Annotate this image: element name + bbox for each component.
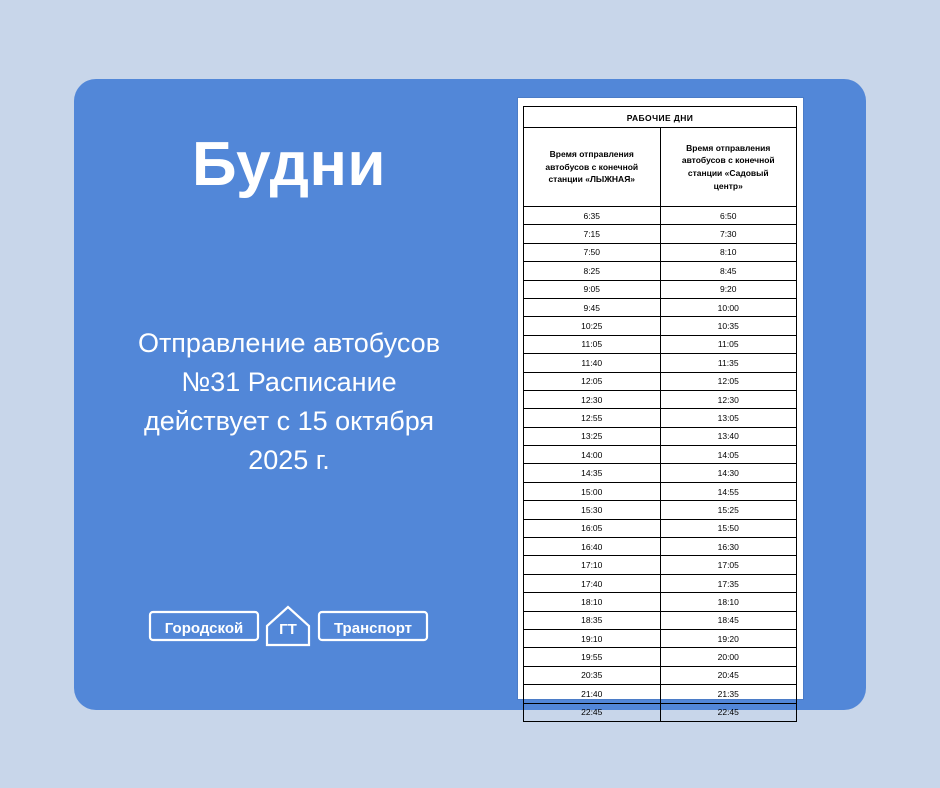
departure-time-cell: 12:30 [524, 390, 661, 408]
departure-time-cell: 11:05 [660, 335, 797, 353]
schedule-table-body [524, 207, 797, 722]
table-row [524, 298, 797, 316]
poster-subtitle: Отправление автобусов №31 Расписание действует с 15 октября 2025 г. [137, 328, 441, 476]
departure-time-cell: 21:40 [524, 685, 661, 703]
departure-time-cell: 17:05 [660, 556, 797, 574]
departure-time-cell: 13:40 [660, 427, 797, 445]
departure-time-cell: 11:05 [524, 335, 661, 353]
departure-time-cell: 16:30 [660, 538, 797, 556]
table-row [524, 703, 797, 721]
table-row [524, 629, 797, 647]
poster-card [74, 79, 866, 718]
departure-time-cell: 14:35 [524, 464, 661, 482]
departure-time-cell: 7:30 [660, 225, 797, 243]
schedule-sheet [518, 98, 803, 718]
schedule-header-row [524, 128, 797, 207]
departure-time-cell: 15:00 [524, 482, 661, 500]
table-row [524, 501, 797, 519]
departure-time-cell: 6:50 [660, 207, 797, 225]
departure-time-cell: 21:35 [660, 685, 797, 703]
table-row [524, 611, 797, 629]
departure-time-cell: 18:10 [524, 593, 661, 611]
departure-time-cell: 17:40 [524, 574, 661, 592]
departure-time-cell: 7:50 [524, 243, 661, 261]
departure-time-cell: 20:45 [660, 666, 797, 684]
departure-time-cell: 12:55 [524, 409, 661, 427]
table-row [524, 574, 797, 592]
table-row [524, 427, 797, 445]
departure-time-cell: 10:00 [660, 298, 797, 316]
table-row [524, 666, 797, 684]
column-header-sadovy: Время отправления автобусов с конечной станции «Садовый центр» [660, 128, 797, 207]
departure-time-cell: 10:35 [660, 317, 797, 335]
departure-time-cell: 14:30 [660, 464, 797, 482]
departure-time-cell: 20:35 [524, 666, 661, 684]
departure-time-cell: 10:25 [524, 317, 661, 335]
schedule-banner: РАБОЧИЕ ДНИ [524, 107, 797, 128]
column-header-lyzhnaya: Время отправления автобусов с конечной станции «ЛЫЖНАЯ» [524, 128, 661, 207]
departure-time-cell: 19:55 [524, 648, 661, 666]
table-row [524, 482, 797, 500]
departure-time-cell: 11:35 [660, 354, 797, 372]
table-row [524, 519, 797, 537]
departure-time-cell: 22:45 [524, 703, 661, 721]
table-row [524, 207, 797, 225]
table-row [524, 464, 797, 482]
departure-time-cell: 6:35 [524, 207, 661, 225]
departure-time-cell: 8:25 [524, 262, 661, 280]
departure-time-cell: 9:45 [524, 298, 661, 316]
departure-time-cell: 22:45 [660, 703, 797, 721]
table-row [524, 262, 797, 280]
table-row [524, 225, 797, 243]
table-row [524, 280, 797, 298]
departure-time-cell: 9:20 [660, 280, 797, 298]
svg-text:Городской: Городской [164, 620, 244, 637]
table-row [524, 593, 797, 611]
departure-time-cell: 13:05 [660, 409, 797, 427]
table-row [524, 390, 797, 408]
svg-text:ГТ: ГТ [279, 621, 297, 638]
departure-time-cell: 12:30 [660, 390, 797, 408]
departure-time-cell: 12:05 [660, 372, 797, 390]
departure-time-cell: 20:00 [660, 648, 797, 666]
departure-time-cell: 8:45 [660, 262, 797, 280]
departure-time-cell: 19:10 [524, 629, 661, 647]
page-title: Будни [191, 130, 387, 199]
departure-time-cell: 12:05 [524, 372, 661, 390]
departure-time-cell: 18:10 [660, 593, 797, 611]
departure-time-cell: 13:25 [524, 427, 661, 445]
table-row [524, 372, 797, 390]
table-row [524, 556, 797, 574]
departure-time-cell: 18:45 [660, 611, 797, 629]
departure-time-cell: 11:40 [524, 354, 661, 372]
table-row [524, 409, 797, 427]
table-row [524, 538, 797, 556]
table-row [524, 354, 797, 372]
table-row [524, 243, 797, 261]
departure-time-cell: 14:05 [660, 446, 797, 464]
departure-time-cell: 15:25 [660, 501, 797, 519]
departure-time-cell: 7:15 [524, 225, 661, 243]
schedule-banner-row [524, 107, 797, 128]
table-row [524, 446, 797, 464]
schedule-table [523, 106, 797, 722]
table-row [524, 335, 797, 353]
departure-time-cell: 18:35 [524, 611, 661, 629]
departure-time-cell: 15:50 [660, 519, 797, 537]
logo [149, 604, 429, 650]
departure-time-cell: 16:40 [524, 538, 661, 556]
departure-time-cell: 8:10 [660, 243, 797, 261]
departure-time-cell: 16:05 [524, 519, 661, 537]
departure-time-cell: 17:10 [524, 556, 661, 574]
table-row [524, 317, 797, 335]
departure-time-cell: 9:05 [524, 280, 661, 298]
table-row [524, 685, 797, 703]
svg-text:Транспорт: Транспорт [333, 620, 413, 637]
schedule-table-head [524, 107, 797, 207]
departure-time-cell: 17:35 [660, 574, 797, 592]
poster-left-column [74, 79, 504, 710]
departure-time-cell: 19:20 [660, 629, 797, 647]
departure-time-cell: 14:55 [660, 482, 797, 500]
departure-time-cell: 14:00 [524, 446, 661, 464]
table-row [524, 648, 797, 666]
departure-time-cell: 15:30 [524, 501, 661, 519]
